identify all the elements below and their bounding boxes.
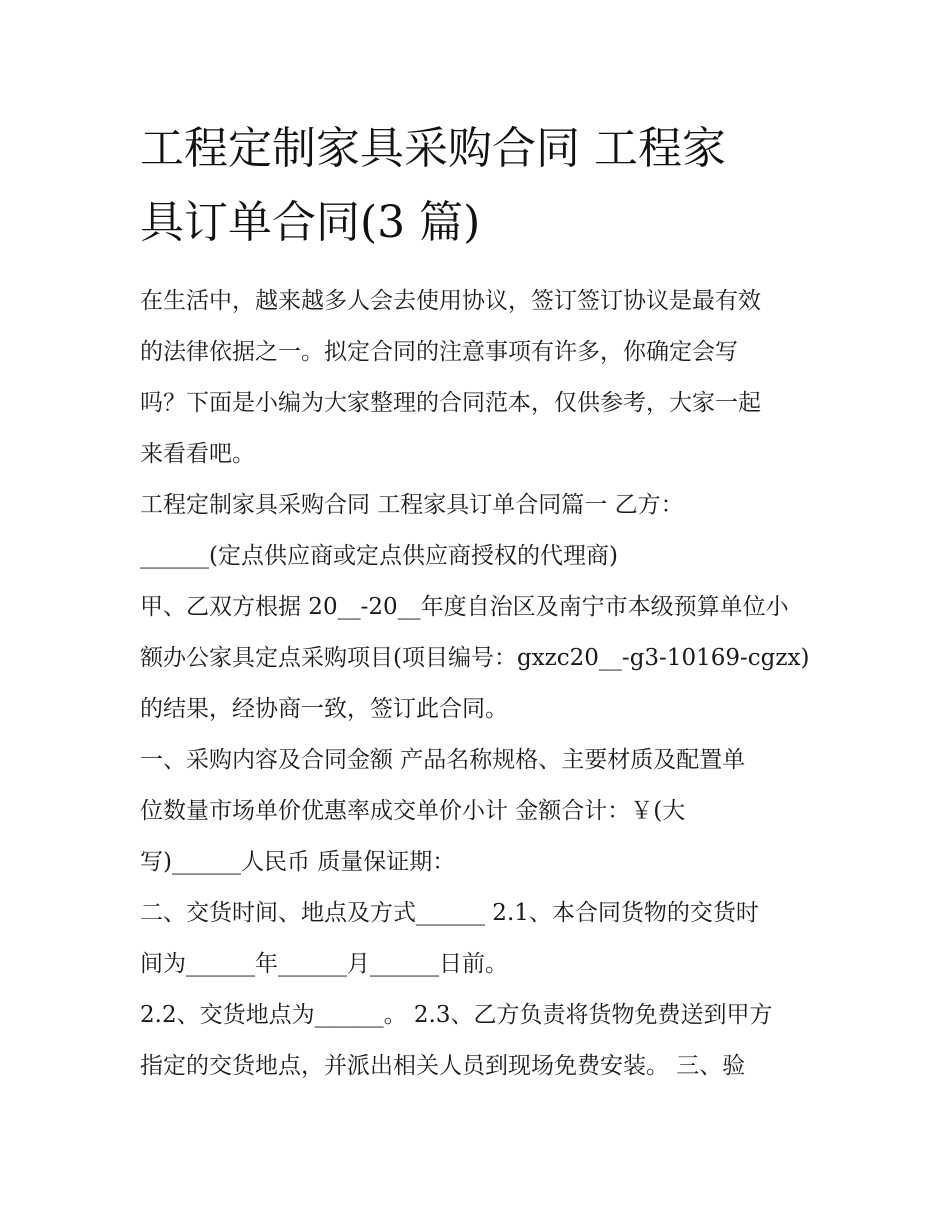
document-body: [140, 276, 816, 1092]
section-2-paragraph: [140, 888, 816, 990]
body-line: 2.2、交货地点为______。 2.3、乙方负责将货物免费送到甲方: [140, 1002, 773, 1028]
contract-basis-paragraph: [140, 582, 816, 735]
document-title: [140, 112, 820, 260]
body-line: 一、采购内容及合同金额 产品名称规格、主要材质及配置单: [140, 747, 746, 773]
body-line: 间为______年______月______日前。: [140, 951, 508, 977]
body-line: 在生活中，越来越多人会去使用协议，签订签订协议是最有效: [140, 288, 761, 314]
title-line-1: 工程定制家具采购合同 工程家: [140, 123, 726, 174]
body-line: 指定的交货地点，并派出相关人员到现场免费安装。 三、验: [140, 1053, 746, 1079]
body-line: 的结果，经协商一致，签订此合同。: [140, 696, 508, 722]
title-line-2: 具订单合同(3 篇): [140, 197, 481, 248]
body-line: 写)______人民币 质量保证期：: [140, 849, 456, 875]
body-line: 二、交货时间、地点及方式______ 2.1、本合同货物的交货时: [140, 900, 759, 926]
body-line: 额办公家具定点采购项目(项目编号：gxzc20__-g3-10169-cgzx): [140, 645, 810, 671]
section-1-paragraph: [140, 735, 816, 888]
intro-paragraph: [140, 276, 816, 480]
body-line: 吗？下面是小编为大家整理的合同范本，仅供参考，大家一起: [140, 390, 761, 416]
body-line: 甲、乙双方根据 20__-20__年度自治区及南宁市本级预算单位小: [140, 594, 789, 620]
body-line: 工程定制家具采购合同 工程家具订单合同篇一 乙方：: [140, 492, 684, 518]
body-line: ______(定点供应商或定点供应商授权的代理商): [140, 543, 618, 569]
section-2-2-paragraph: [140, 990, 816, 1092]
body-line: 的法律依据之一。拟定合同的注意事项有许多，你确定会写: [140, 339, 738, 365]
body-line: 来看看吧。: [140, 441, 255, 467]
body-line: 位数量市场单价优惠率成交单价小计 金额合计：￥(大: [140, 798, 686, 824]
contract-heading-paragraph: [140, 480, 816, 582]
